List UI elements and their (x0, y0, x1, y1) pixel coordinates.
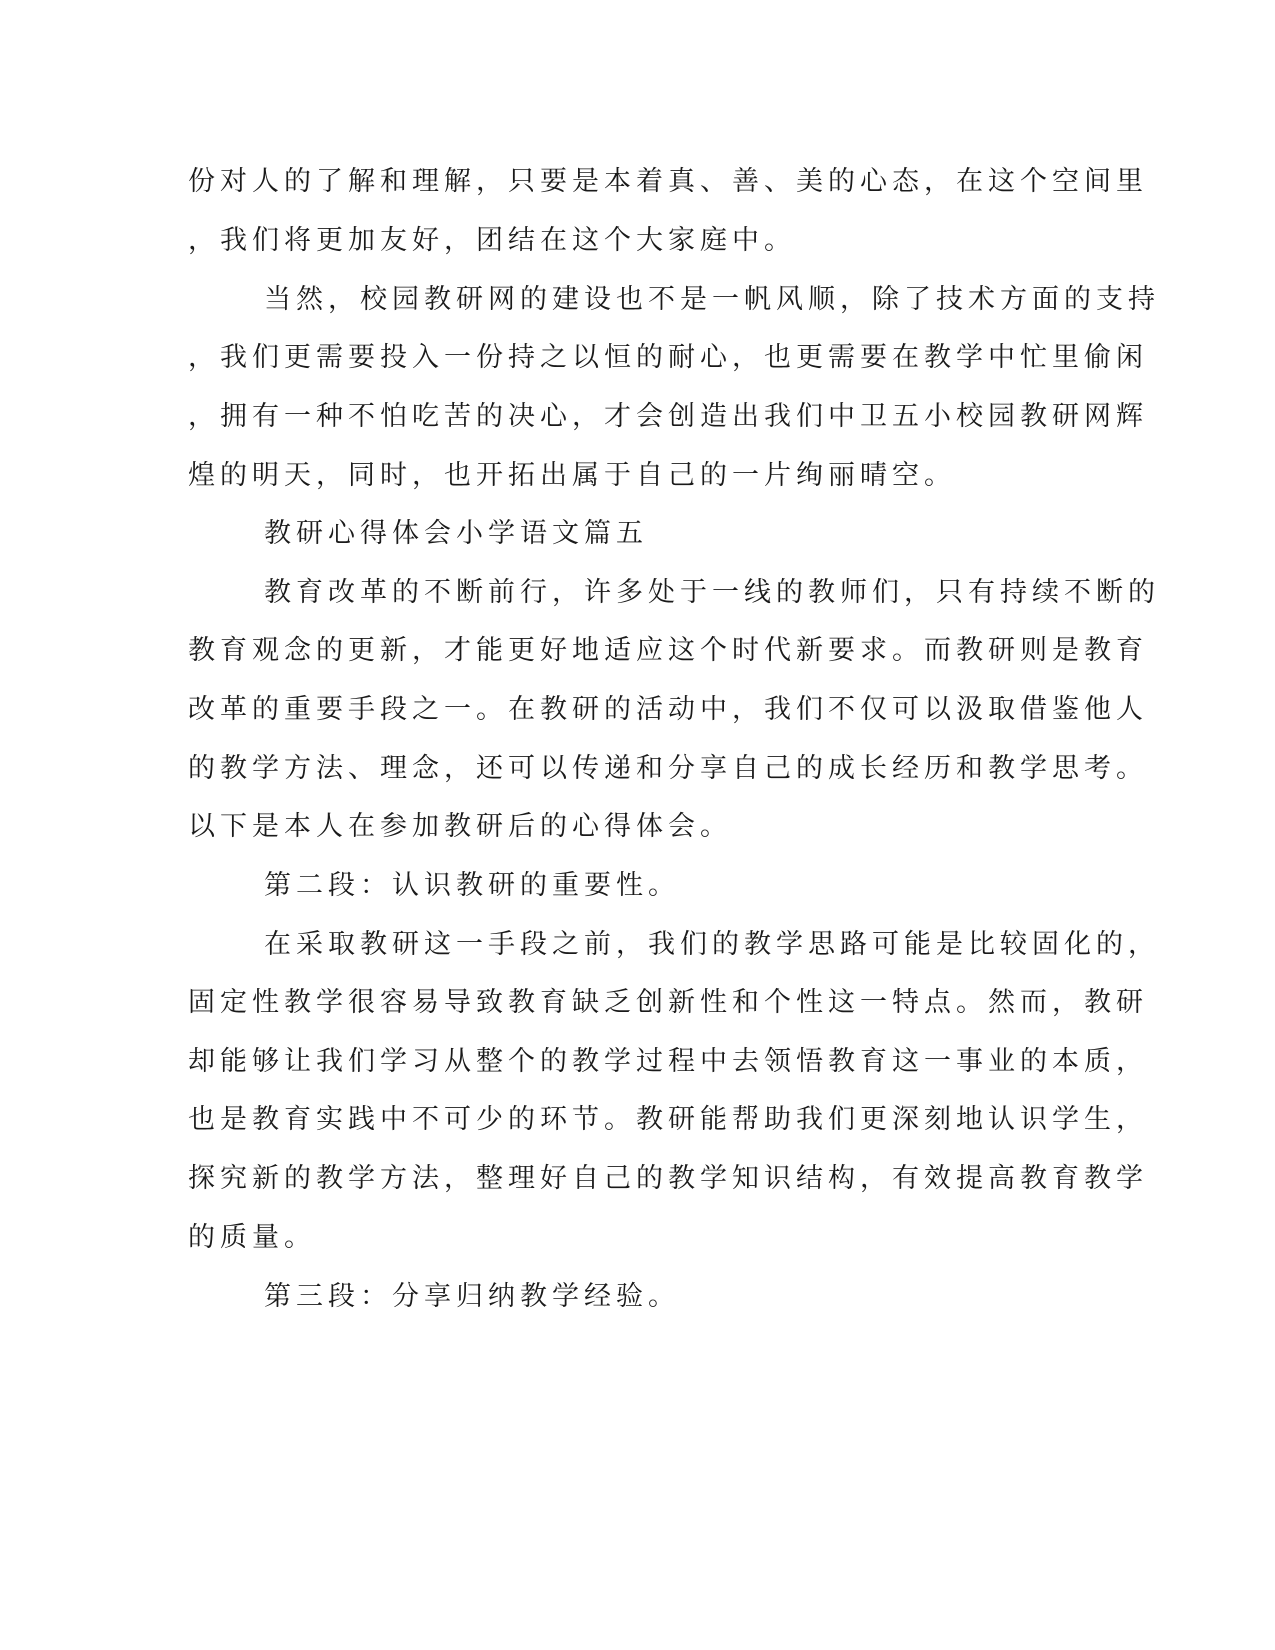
text-line: 探究新的教学方法，整理好自己的教学知识结构，有效提高教育教学 (188, 1163, 1148, 1194)
text-line: 固定性教学很容易导致教育缺乏创新性和个性这一特点。然而，教研 (188, 987, 1148, 1018)
text-line: ，我们更需要投入一份持之以恒的耐心，也更需要在教学中忙里偷闲 (188, 342, 1148, 373)
text-line: 煌的明天，同时，也开拓出属于自己的一片绚丽晴空。 (188, 460, 956, 491)
section-heading: 教研心得体会小学语文篇五 (264, 518, 648, 549)
text-line: 的教学方法、理念，还可以传递和分享自己的成长经历和教学思考。 (188, 753, 1148, 784)
paragraph-start-line: 教育改革的不断前行，许多处于一线的教师们，只有持续不断的 (264, 577, 1160, 608)
text-line: 份对人的了解和理解，只要是本着真、善、美的心态，在这个空间里 (188, 166, 1148, 197)
text-line: 改革的重要手段之一。在教研的活动中，我们不仅可以汲取借鉴他人 (188, 694, 1148, 725)
section-heading: 第二段：认识教研的重要性。 (264, 870, 680, 901)
paragraph-start-line: 在采取教研这一手段之前，我们的教学思路可能是比较固化的， (264, 929, 1160, 960)
text-line: 的质量。 (188, 1222, 316, 1253)
text-line: ，我们将更加友好，团结在这个大家庭中。 (188, 225, 796, 256)
section-heading: 第三段：分享归纳教学经验。 (264, 1281, 680, 1312)
text-line: ，拥有一种不怕吃苦的决心，才会创造出我们中卫五小校园教研网辉 (188, 401, 1148, 432)
paragraph-start-line: 当然，校园教研网的建设也不是一帆风顺，除了技术方面的支持 (264, 284, 1160, 315)
text-line: 以下是本人在参加教研后的心得体会。 (188, 811, 732, 842)
text-line: 教育观念的更新，才能更好地适应这个时代新要求。而教研则是教育 (188, 635, 1148, 666)
text-line: 也是教育实践中不可少的环节。教研能帮助我们更深刻地认识学生， (188, 1104, 1148, 1135)
text-line: 却能够让我们学习从整个的教学过程中去领悟教育这一事业的本质， (188, 1046, 1148, 1077)
